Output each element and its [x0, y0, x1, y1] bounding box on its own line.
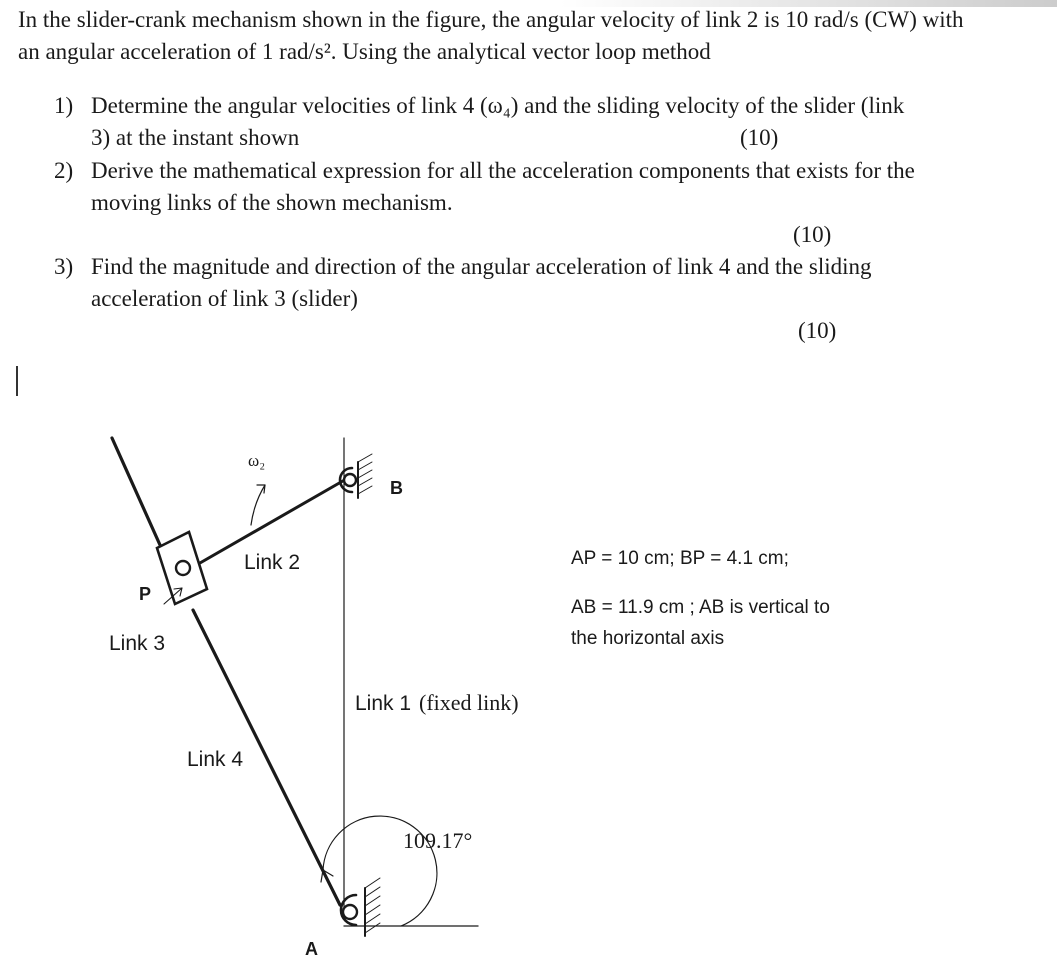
- point-p-label: P: [139, 584, 152, 604]
- question-3-number: 3): [54, 254, 74, 279]
- pivot-b-pin: [344, 474, 356, 486]
- point-a-label: A: [305, 939, 318, 959]
- ground-b-hatching: [358, 454, 372, 494]
- question-2-line-2: moving links of the shown mechanism.: [91, 190, 453, 215]
- slider-pin: [176, 561, 190, 575]
- given-dimensions-line-3: the horizontal axis: [571, 628, 725, 649]
- question-3-marks: (10): [798, 318, 837, 343]
- question-2-line-1: Derive the mathematical expression for all the acceleration components that exists for the: [91, 158, 915, 183]
- question-1-line-2: 3) at the instant shown: [91, 125, 300, 150]
- point-b-label: B: [390, 478, 403, 498]
- angle-label: 109.17°: [403, 828, 473, 853]
- omega2-arrow: [251, 485, 265, 525]
- problem-intro: In the slider-crank mechanism shown in the figure, the angular velocity of link 2 is 10 rad/s (CW) with an angular acceleration of 1 rad/s². Using the analytical vector loop method: [18, 7, 964, 64]
- link1-fixed-label: (fixed link): [419, 690, 519, 715]
- link3-label: Link 3: [109, 632, 166, 655]
- ground-a-hatching: [365, 878, 380, 933]
- given-dimensions-line-2: AB = 11.9 cm ; AB is vertical to: [571, 597, 830, 618]
- question-3-line-1: Find the magnitude and direction of the angular acceleration of link 4 and the sliding: [91, 254, 872, 279]
- question-2-marks: (10): [793, 222, 832, 247]
- link4-label: Link 4: [187, 748, 244, 771]
- omega2-label: ω₂: [248, 451, 266, 470]
- question-1-number: 1): [54, 93, 74, 118]
- question-1-line-1: Determine the angular velocities of link 4 (ω₄) and the sliding velocity of the slider (link: [91, 93, 905, 118]
- question-2-number: 2): [54, 158, 74, 183]
- link4-upper-segment: [112, 438, 160, 545]
- given-dimensions-line-1: AP = 10 cm; BP = 4.1 cm;: [571, 548, 789, 569]
- pivot-a-pin: [343, 905, 357, 919]
- link1-label: Link 1: [355, 692, 412, 715]
- question-1-marks: (10): [740, 125, 779, 150]
- link2-label: Link 2: [244, 551, 301, 574]
- question-3-line-2: acceleration of link 3 (slider): [91, 286, 358, 311]
